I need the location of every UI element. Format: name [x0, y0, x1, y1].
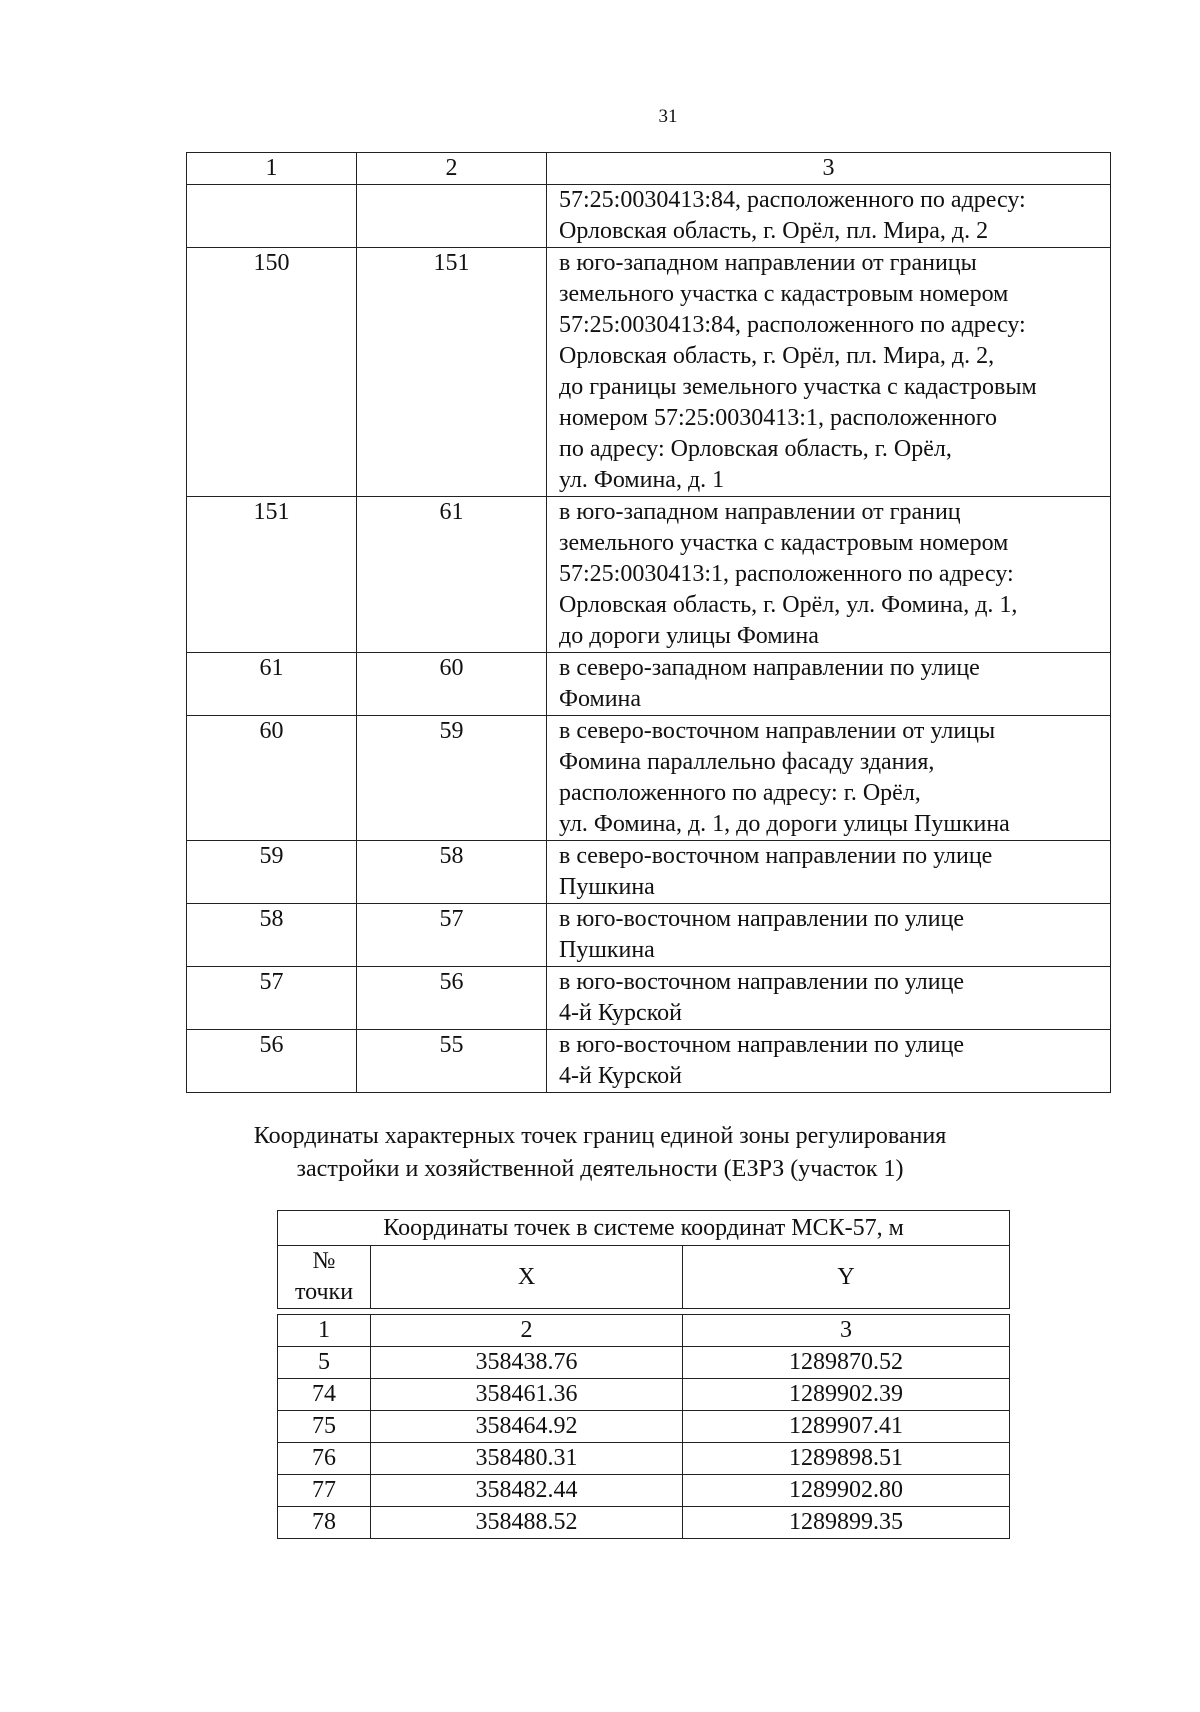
- table-row: [187, 841, 1111, 904]
- x-coordinate-cell: 358438.76: [371, 1347, 683, 1379]
- from-point-cell: 60: [187, 716, 357, 841]
- description-line: в юго-западном направлении от границы: [559, 250, 977, 276]
- table-row: [187, 248, 1111, 497]
- description-line: 57:25:0030413:84, расположенного по адресу:: [559, 312, 1026, 338]
- coordinates-caption: [0, 1120, 1200, 1186]
- table-row: [187, 716, 1111, 841]
- to-point-cell: 61: [357, 497, 547, 653]
- description-line: до границы земельного участка с кадастровым: [559, 374, 1037, 400]
- point-number-cell: 5: [278, 1347, 371, 1379]
- description-line: в северо-восточном направлении по улице: [559, 843, 993, 869]
- coordinates-title: Координаты точек в системе координат МСК-57, м: [278, 1211, 1010, 1246]
- description-line: номером 57:25:0030413:1, расположенного: [559, 405, 998, 431]
- x-coordinate-cell: 358488.52: [371, 1507, 683, 1539]
- description-line: Фомина параллельно фасаду здания,: [559, 749, 935, 775]
- coordinates-numbering-row: [278, 1315, 1010, 1347]
- coordinates-table-wrap: [277, 1210, 1009, 1539]
- x-coordinate-cell: 358461.36: [371, 1379, 683, 1411]
- description-cell: [547, 716, 1111, 841]
- point-number-header: [278, 1246, 371, 1309]
- point-number-header-line1: №: [312, 1248, 336, 1274]
- description-line: ул. Фомина, д. 1: [559, 467, 725, 493]
- table-row: [187, 967, 1111, 1030]
- to-point-cell: 151: [357, 248, 547, 497]
- description-line: ул. Фомина, д. 1, до дороги улицы Пушкина: [559, 811, 1010, 837]
- description-line: 57:25:0030413:1, расположенного по адресу:: [559, 561, 1014, 587]
- table1-header-col3: 3: [547, 153, 1111, 185]
- numbering-col2: 2: [371, 1315, 683, 1347]
- from-point-cell: [187, 185, 357, 248]
- table1-header-row: [187, 153, 1111, 185]
- caption-line-2: застройки и хозяйственной деятельности (ЕЗРЗ (участок 1): [296, 1156, 904, 1182]
- description-line: Орловская область, г. Орёл, пл. Мира, д. 2,: [559, 343, 995, 369]
- description-line: 4-й Курской: [559, 1063, 682, 1089]
- x-coordinate-cell: 358464.92: [371, 1411, 683, 1443]
- x-coordinate-cell: 358482.44: [371, 1475, 683, 1507]
- description-line: земельного участка с кадастровым номером: [559, 281, 1009, 307]
- coordinates-table: [277, 1210, 1010, 1539]
- description-line: в юго-восточном направлении по улице: [559, 1032, 965, 1058]
- from-point-cell: 56: [187, 1030, 357, 1093]
- point-number-cell: 77: [278, 1475, 371, 1507]
- from-point-cell: 150: [187, 248, 357, 497]
- coordinates-header-row: [278, 1246, 1010, 1309]
- to-point-cell: 58: [357, 841, 547, 904]
- to-point-cell: 55: [357, 1030, 547, 1093]
- description-cell: [547, 497, 1111, 653]
- x-header: X: [371, 1246, 683, 1309]
- y-coordinate-cell: 1289899.35: [683, 1507, 1010, 1539]
- to-point-cell: 57: [357, 904, 547, 967]
- numbering-col3: 3: [683, 1315, 1010, 1347]
- from-point-cell: 151: [187, 497, 357, 653]
- point-number-cell: 75: [278, 1411, 371, 1443]
- y-header: Y: [683, 1246, 1010, 1309]
- y-coordinate-cell: 1289898.51: [683, 1443, 1010, 1475]
- to-point-cell: 56: [357, 967, 547, 1030]
- table1-header-col2: 2: [357, 153, 547, 185]
- description-cell: [547, 904, 1111, 967]
- y-coordinate-cell: 1289902.39: [683, 1379, 1010, 1411]
- to-point-cell: [357, 185, 547, 248]
- description-line: до дороги улицы Фомина: [559, 623, 819, 649]
- table-row: [187, 497, 1111, 653]
- table-row: [187, 185, 1111, 248]
- description-line: Фомина: [559, 686, 642, 712]
- description-line: Орловская область, г. Орёл, пл. Мира, д. 2: [559, 218, 989, 244]
- from-point-cell: 57: [187, 967, 357, 1030]
- description-line: расположенного по адресу: г. Орёл,: [559, 780, 921, 806]
- table-row: [187, 904, 1111, 967]
- table-row: [187, 1030, 1111, 1093]
- table-row: [278, 1411, 1010, 1443]
- description-line: по адресу: Орловская область, г. Орёл,: [559, 436, 952, 462]
- boundary-description-table: [186, 152, 1111, 1093]
- point-number-cell: 74: [278, 1379, 371, 1411]
- table-row: [278, 1443, 1010, 1475]
- from-point-cell: 59: [187, 841, 357, 904]
- description-line: в северо-западном направлении по улице: [559, 655, 980, 681]
- description-line: в северо-восточном направлении от улицы: [559, 718, 996, 744]
- table1-header-col1: 1: [187, 153, 357, 185]
- description-cell: [547, 1030, 1111, 1093]
- description-line: в юго-восточном направлении по улице: [559, 906, 965, 932]
- from-point-cell: 58: [187, 904, 357, 967]
- table-row: [187, 653, 1111, 716]
- description-line: 57:25:0030413:84, расположенного по адресу:: [559, 187, 1026, 213]
- description-cell: [547, 841, 1111, 904]
- description-line: в юго-восточном направлении по улице: [559, 969, 965, 995]
- table-row: [278, 1379, 1010, 1411]
- description-cell: [547, 653, 1111, 716]
- point-number-cell: 76: [278, 1443, 371, 1475]
- from-point-cell: 61: [187, 653, 357, 716]
- y-coordinate-cell: 1289902.80: [683, 1475, 1010, 1507]
- point-number-header-line2: точки: [294, 1279, 354, 1305]
- table-row: [278, 1347, 1010, 1379]
- description-line: Пушкина: [559, 874, 655, 900]
- description-cell: [547, 185, 1111, 248]
- coordinates-title-row: [278, 1211, 1010, 1246]
- numbering-col1: 1: [278, 1315, 371, 1347]
- caption-line-1: Координаты характерных точек границ единой зоны регулирования: [253, 1123, 947, 1149]
- description-cell: [547, 248, 1111, 497]
- description-line: Пушкина: [559, 937, 655, 963]
- y-coordinate-cell: 1289870.52: [683, 1347, 1010, 1379]
- description-line: в юго-западном направлении от границ: [559, 499, 961, 525]
- description-line: земельного участка с кадастровым номером: [559, 530, 1009, 556]
- description-line: 4-й Курской: [559, 1000, 682, 1026]
- y-coordinate-cell: 1289907.41: [683, 1411, 1010, 1443]
- to-point-cell: 59: [357, 716, 547, 841]
- to-point-cell: 60: [357, 653, 547, 716]
- page-number: 31: [658, 106, 678, 127]
- description-line: Орловская область, г. Орёл, ул. Фомина, д. 1,: [559, 592, 1018, 618]
- x-coordinate-cell: 358480.31: [371, 1443, 683, 1475]
- table-row: [278, 1475, 1010, 1507]
- description-cell: [547, 967, 1111, 1030]
- point-number-cell: 78: [278, 1507, 371, 1539]
- table-row: [278, 1507, 1010, 1539]
